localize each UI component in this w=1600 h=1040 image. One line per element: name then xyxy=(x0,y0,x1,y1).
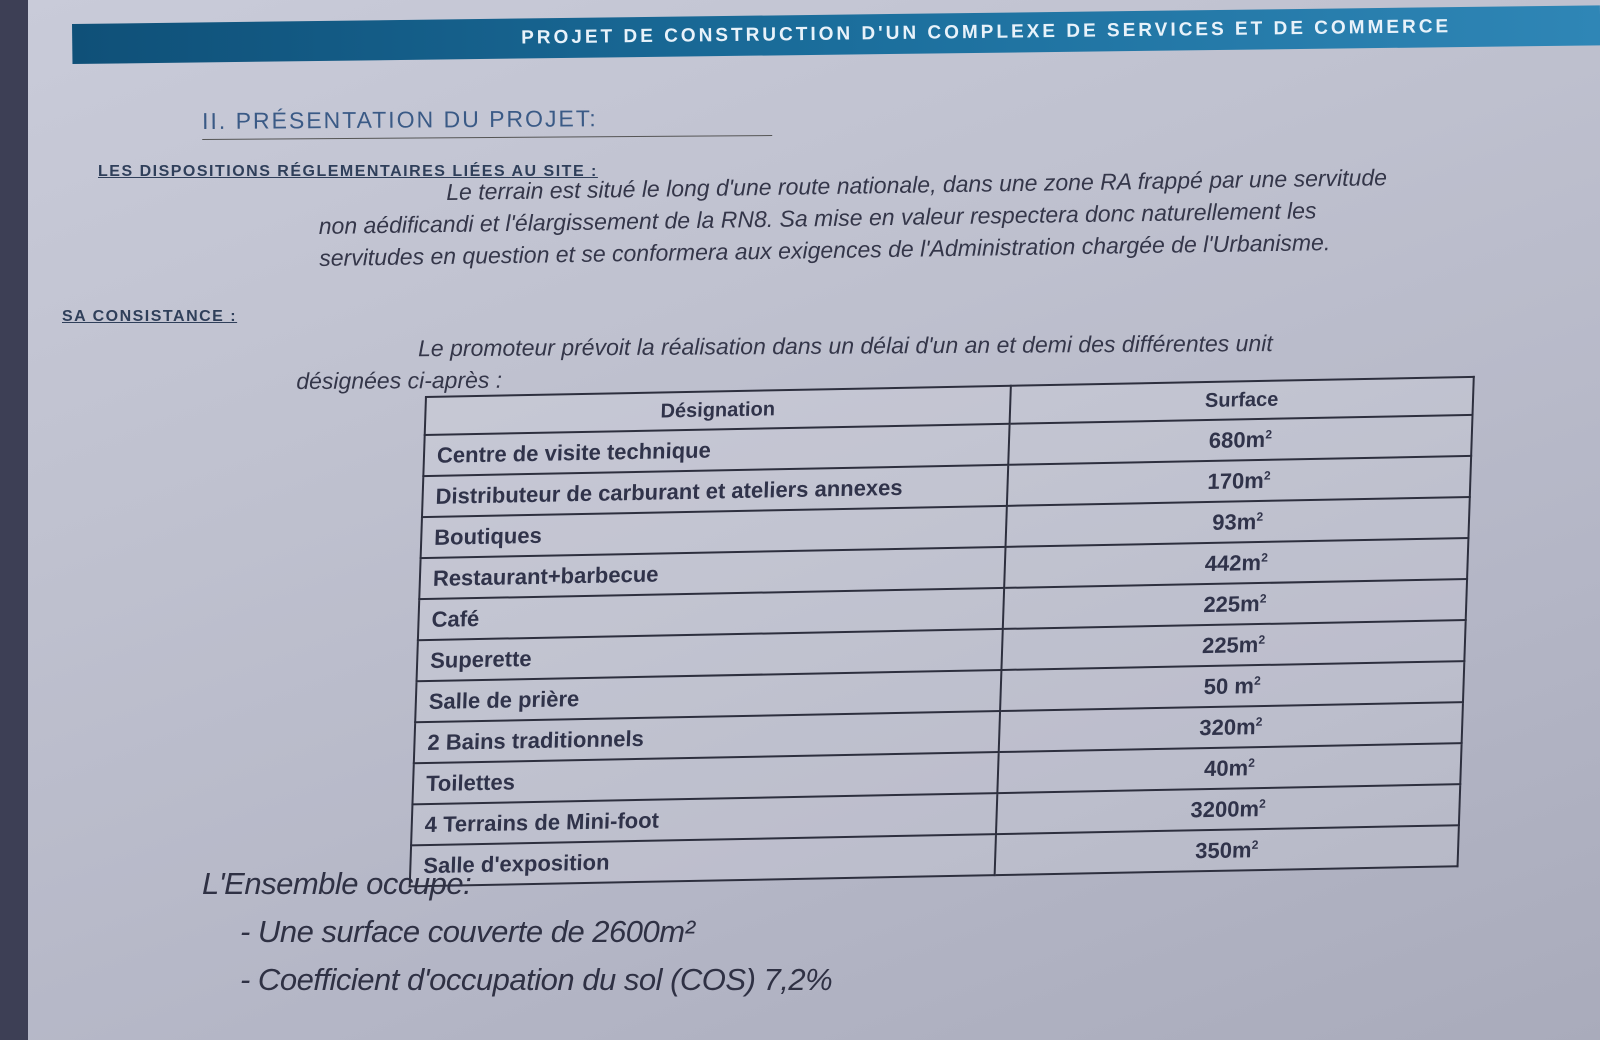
surface-unit-exponent: 2 xyxy=(1261,550,1269,565)
surface-unit: m xyxy=(1239,795,1260,821)
row-designation: Restaurant+barbecue xyxy=(419,547,1005,599)
surface-unit-exponent: 2 xyxy=(1251,837,1259,852)
summary-cos: - Coefficient d'occupation du sol (COS) 7,2% xyxy=(240,962,833,997)
surface-unit: m xyxy=(1235,713,1257,740)
surface-unit: m xyxy=(1238,631,1259,657)
site-line-1: Le terrain est situé le long d'une route nationale, dans une zone RA frappé par une servitude xyxy=(446,164,1388,205)
surface-unit: m xyxy=(1239,590,1261,616)
header-surface: Surface xyxy=(1010,377,1474,424)
surface-value: 3200 xyxy=(1190,795,1240,822)
header-designation: Désignation xyxy=(425,386,1011,435)
surface-unit-exponent: 2 xyxy=(1263,467,1271,483)
surface-value: 50 xyxy=(1203,673,1235,699)
surface-unit: m xyxy=(1233,672,1255,699)
site-line-3: servitudes en question et se conformera aux exigences de l'Administration chargée de l'Urbanisme. xyxy=(319,229,1331,271)
consistance-heading: SA CONSISTANCE : xyxy=(62,308,238,325)
row-designation: Distributeur de carburant et ateliers annexes xyxy=(422,465,1008,517)
surface-value: 40 xyxy=(1203,755,1230,781)
surface-unit: m xyxy=(1236,508,1257,534)
surface-unit-exponent: 2 xyxy=(1256,509,1264,524)
consistance-line-1: Le promoteur prévoit la réalisation dans un délai d'un an et demi des différentes unit xyxy=(418,330,1273,362)
surface-unit-exponent: 2 xyxy=(1253,673,1262,688)
surface-table xyxy=(409,376,1475,888)
row-designation: Café xyxy=(418,588,1004,640)
surface-unit-exponent: 2 xyxy=(1258,632,1266,647)
surface-unit: m xyxy=(1245,426,1266,452)
row-designation: Toilettes xyxy=(412,752,998,804)
row-designation: 2 Bains traditionnels xyxy=(414,711,1000,763)
surface-value: 442 xyxy=(1204,549,1242,576)
surface-unit: m xyxy=(1243,467,1265,493)
surface-value: 170 xyxy=(1207,467,1245,494)
row-designation: Salle de prière xyxy=(415,670,1001,722)
surface-value: 93 xyxy=(1211,508,1238,535)
site-line-2: non aédificandi et l'élargissement de la RN8. Sa mise en valeur respectera donc naturellement les xyxy=(318,197,1317,239)
surface-unit-exponent: 2 xyxy=(1258,796,1267,811)
row-designation: Superette xyxy=(417,629,1003,681)
summary-title: L'Ensemble occupe: xyxy=(202,866,472,901)
summary-covered-surface: - Une surface couverte de 2600m² xyxy=(240,914,695,949)
surface-value: 350 xyxy=(1194,837,1233,863)
section-title: II. PRÉSENTATION DU PROJET: xyxy=(202,104,772,140)
surface-value: 680 xyxy=(1208,426,1247,453)
row-designation: Salle d'exposition xyxy=(410,834,996,886)
surface-unit: m xyxy=(1231,836,1252,863)
surface-unit: m xyxy=(1228,754,1249,781)
row-designation: Centre de visite technique xyxy=(423,424,1009,476)
surface-unit-exponent: 2 xyxy=(1259,591,1267,606)
surface-unit-exponent: 2 xyxy=(1248,755,1256,770)
row-surface xyxy=(995,825,1459,875)
site-paragraph xyxy=(318,161,1388,274)
surface-value: 225 xyxy=(1203,590,1241,617)
row-designation: 4 Terrains de Mini-foot xyxy=(411,793,997,845)
surface-unit-exponent: 2 xyxy=(1255,714,1263,729)
site-heading: LES DISPOSITIONS RÉGLEMENTAIRES LIÉES AU SITE : xyxy=(98,163,598,180)
surface-value: 320 xyxy=(1198,713,1237,740)
banner-title: PROJET DE CONSTRUCTION D'UN COMPLEXE DE SERVICES ET DE COMMERCE xyxy=(521,16,1452,49)
row-designation: Boutiques xyxy=(421,506,1007,558)
surface-value: 225 xyxy=(1201,631,1240,658)
surface-unit-exponent: 2 xyxy=(1265,426,1273,442)
consistance-line-2: désignées ci-après : xyxy=(296,366,503,394)
surface-unit: m xyxy=(1241,549,1262,575)
